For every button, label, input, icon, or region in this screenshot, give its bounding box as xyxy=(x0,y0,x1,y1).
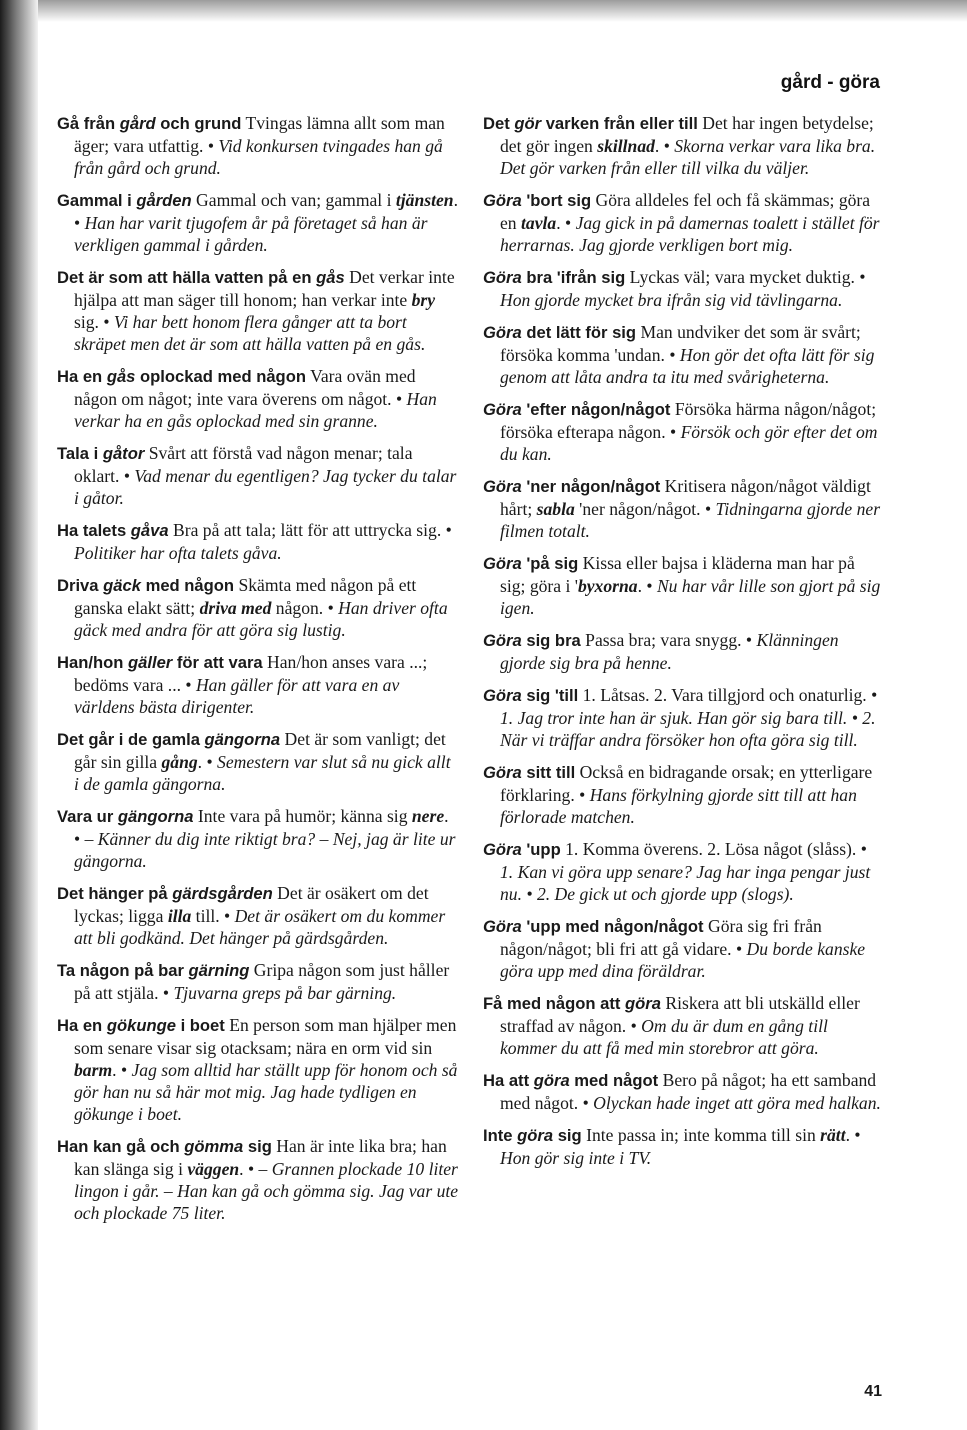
entry-definition: Det är som vanligt; det går sin gilla xyxy=(74,729,446,772)
bullet-separator: • xyxy=(859,267,866,287)
bullet-separator: • xyxy=(445,520,452,540)
headword-part: sig xyxy=(243,1137,272,1156)
bullet-separator: • xyxy=(207,136,219,156)
entry-definition: Man undviker det som är svårt; försöka komma 'undan. xyxy=(500,322,861,365)
bullet-separator: • xyxy=(646,576,657,596)
bullet-separator: • xyxy=(871,685,878,705)
headword-part: sitt till xyxy=(521,763,576,782)
headword-keyword: Göra xyxy=(483,323,522,342)
bullet-separator: • xyxy=(395,389,407,409)
entry-definition: . xyxy=(444,806,449,826)
dictionary-entry xyxy=(483,552,883,619)
usage-example: Semestern var slut så nu gick allt i de gamla gängorna. xyxy=(74,752,451,794)
entry-definition: sig. xyxy=(74,312,104,332)
bullet-separator: • xyxy=(123,466,135,486)
usage-example: Vid konkursen tvingades han gå från gård och grund. xyxy=(74,136,443,178)
dictionary-entry xyxy=(483,1069,883,1114)
headword-part: varken från eller till xyxy=(541,114,698,133)
usage-example: Han driver ofta gäck med andra för att göra sig lustig. xyxy=(74,598,448,640)
entry-definition: 1. Komma överens. 2. Lösa något (slåss). xyxy=(560,839,861,859)
entry-headword xyxy=(57,1016,225,1035)
headword-keyword: gård xyxy=(119,114,156,133)
entry-headword xyxy=(57,268,345,287)
running-head: gård - göra xyxy=(780,72,880,93)
entry-definition: Lyckas väl; vara mycket duktig. xyxy=(625,267,860,287)
usage-example: Vi har bett honom flera gånger att ta bort skräpet men det är som att hälla vatten på en gås. xyxy=(74,312,426,354)
entry-definition: . xyxy=(112,1060,121,1080)
cross-reference: rätt xyxy=(820,1125,846,1145)
bullet-separator: • xyxy=(854,1125,861,1145)
cross-reference: nere xyxy=(411,806,445,826)
headword-keyword: Göra xyxy=(483,763,522,782)
bullet-separator: • xyxy=(103,312,114,332)
entry-definition: Det är osäkert om det lyckas; ligga xyxy=(74,883,429,926)
bullet-separator: • xyxy=(669,345,680,365)
dictionary-entry xyxy=(57,189,459,256)
usage-example: Klänningen gjorde sig bra på henne. xyxy=(500,630,839,673)
dictionary-entry xyxy=(483,321,883,388)
entry-headword xyxy=(483,191,591,210)
usage-example: Hans förkylning gjorde sitt till att han förlorade matchen. xyxy=(500,785,857,827)
usage-example: Olyckan hade inget att göra med halkan. xyxy=(593,1093,881,1113)
entry-definition: . xyxy=(197,752,207,772)
entry-headword xyxy=(483,323,636,342)
dictionary-entry xyxy=(57,266,459,355)
usage-example: Han har varit tjugofem år på företaget så han är verkligen gammal i gården. xyxy=(74,213,428,255)
usage-example: Jag som alltid har ställt upp för honom och så gör han nu så här mot mig. Jag hade tydligen en gökunge i boet. xyxy=(74,1060,458,1124)
entry-definition: Vara ovän med någon om något; inte vara överens om något. xyxy=(74,366,416,409)
entry-definition: Skämta med någon på ett ganska elakt sätt; xyxy=(74,575,417,618)
headword-part: med något xyxy=(569,1071,659,1090)
entry-definition: Riskera att bli utskälld eller straffad av någon. xyxy=(500,993,860,1036)
dictionary-entry xyxy=(483,1124,883,1169)
usage-example: Vad menar du egentligen? Jag tycker du talar i gåtor. xyxy=(74,466,457,508)
dictionary-entry xyxy=(483,629,883,674)
entry-definition: Göra sig fri från någon/något; bli fri att gå vidare. xyxy=(500,916,822,959)
headword-part: oplockad med någon xyxy=(135,367,306,386)
dictionary-entry xyxy=(483,761,883,828)
headword-part: Tala i xyxy=(57,444,103,463)
entry-headword xyxy=(483,840,561,859)
headword-part: Gå från xyxy=(57,114,120,133)
bullet-separator: • xyxy=(745,630,757,650)
headword-keyword: gården xyxy=(136,191,192,210)
entry-definition: 'ner någon/något. xyxy=(574,499,705,519)
entry-headword xyxy=(57,114,241,133)
entry-definition: . xyxy=(845,1125,855,1145)
entry-definition: Tvingas lämna allt som man äger; vara utfattig. xyxy=(74,113,445,156)
headword-keyword: gömma xyxy=(184,1137,244,1156)
headword-part: Ha en xyxy=(57,1016,107,1035)
bullet-separator: • xyxy=(704,499,716,519)
scan-top-shadow xyxy=(0,0,967,22)
entry-definition: En person som man hjälper men som senare visar sig otacksam; nära en orm vid sin xyxy=(74,1015,457,1058)
headword-keyword: göra xyxy=(517,1126,554,1145)
headword-keyword: gäller xyxy=(127,653,173,672)
headword-keyword: gör xyxy=(514,114,542,133)
usage-example: Om du är dum en gång till kommer du att få med min storebror att göra. xyxy=(500,1016,828,1058)
headword-part: med någon xyxy=(140,576,235,595)
bullet-separator: • xyxy=(224,906,235,926)
entry-definition: Det verkar inte hjälpa att man säger till honom; han verkar inte xyxy=(74,267,455,310)
usage-example: Han verkar ha en gås oplockad med sin granne. xyxy=(74,389,437,431)
entry-definition: Gripa någon som just håller på att stjäla. xyxy=(74,960,450,1003)
dictionary-entry xyxy=(483,684,883,751)
headword-part: Ha talets xyxy=(57,521,131,540)
cross-reference: bry xyxy=(411,290,436,310)
dictionary-entry xyxy=(483,398,883,465)
headword-keyword: Göra xyxy=(483,554,522,573)
headword-keyword: gäck xyxy=(103,576,141,595)
dictionary-entry xyxy=(57,365,459,432)
headword-keyword: göra xyxy=(624,994,661,1013)
entry-headword xyxy=(483,1071,658,1090)
entry-headword xyxy=(57,191,192,210)
entry-definition: . xyxy=(637,576,647,596)
entry-headword xyxy=(57,884,273,903)
bullet-separator: • xyxy=(630,1016,642,1036)
usage-example: 1. Kan vi göra upp senare? Jag har inga pengar just nu. • 2. De gick ut och gjorde upp (slogs). xyxy=(500,862,871,904)
usage-example: Nu har vår lille son gjort på sig igen. xyxy=(500,576,881,618)
bullet-separator: • xyxy=(663,136,675,156)
usage-example: Jag gick in på damernas toalett i stället för herrarnas. Jag gjorde verkligen bort mig. xyxy=(500,213,880,255)
usage-example: Skorna verkar vara lika bra. Det gör varken från eller till vilka du väljer. xyxy=(500,136,876,178)
cross-reference: skillnad xyxy=(597,136,655,156)
headword-keyword: gåva xyxy=(130,521,169,540)
entry-headword xyxy=(57,807,194,826)
headword-part: 'upp xyxy=(521,840,561,859)
cross-reference: gång xyxy=(161,752,198,772)
entry-definition: Också en bidragande orsak; en ytterligare förklaring. xyxy=(500,762,873,805)
headword-keyword: Göra xyxy=(483,917,522,936)
entry-headword xyxy=(57,367,306,386)
bullet-separator: • xyxy=(582,1093,594,1113)
entry-definition: Inte vara på humör; känna sig xyxy=(193,806,412,826)
headword-keyword: gås xyxy=(316,268,345,287)
entry-definition: Passa bra; vara snygg. xyxy=(580,630,746,650)
headword-part: Ha att xyxy=(483,1071,534,1090)
entry-headword xyxy=(57,961,249,980)
dictionary-entry xyxy=(57,959,459,1004)
bullet-separator: • xyxy=(565,213,576,233)
headword-keyword: Göra xyxy=(483,840,522,859)
entry-headword xyxy=(483,1126,582,1145)
entry-headword xyxy=(57,521,169,540)
headword-part: Driva xyxy=(57,576,104,595)
entry-headword xyxy=(57,444,144,463)
headword-part: sig xyxy=(553,1126,582,1145)
dictionary-entry xyxy=(57,651,459,718)
headword-part: Det går i de gamla xyxy=(57,730,205,749)
usage-example: Du borde kanske göra upp med dina föräldrar. xyxy=(500,939,866,981)
headword-part: 'bort sig xyxy=(521,191,592,210)
entry-definition: . xyxy=(453,190,458,210)
usage-example: – Känner du dig inte riktigt bra? – Nej, jag är lite ur gängorna. xyxy=(74,829,456,871)
bullet-separator: • xyxy=(735,939,747,959)
headword-part: Han/hon xyxy=(57,653,128,672)
headword-part: Få med någon att xyxy=(483,994,625,1013)
headword-part: sig 'till xyxy=(521,686,579,705)
headword-keyword: Göra xyxy=(483,268,522,287)
headword-part: Det hänger på xyxy=(57,884,173,903)
entry-headword xyxy=(483,268,625,287)
headword-keyword: Göra xyxy=(483,631,522,650)
entry-definition: någon. xyxy=(271,598,328,618)
bullet-separator: • xyxy=(74,213,85,233)
headword-keyword: gås xyxy=(106,367,136,386)
bullet-separator: • xyxy=(74,829,85,849)
bullet-separator: • xyxy=(120,1060,132,1080)
dictionary-entry xyxy=(57,574,459,641)
headword-part: 'på sig xyxy=(521,554,579,573)
right-column xyxy=(483,112,883,1179)
entry-definition: Han/hon anses vara ...; bedöms vara ... xyxy=(74,652,428,695)
headword-part: och grund xyxy=(155,114,242,133)
headword-part: 'ner någon/något xyxy=(521,477,661,496)
entry-headword xyxy=(483,763,575,782)
bullet-separator: • xyxy=(860,839,867,859)
headword-part: i boet xyxy=(175,1016,225,1035)
usage-example: Tidningarna gjorde ner filmen totalt. xyxy=(500,499,881,541)
entry-definition: Bra på att tala; lätt för att uttrycka sig. xyxy=(168,520,446,540)
cross-reference: barm xyxy=(74,1060,113,1080)
entry-definition: Kritisera någon/något väldigt hårt; xyxy=(500,476,871,519)
dictionary-entry xyxy=(57,519,459,564)
dictionary-entry xyxy=(483,838,883,905)
dictionary-entry xyxy=(483,112,883,179)
entry-definition: Kissa eller bajsa i kläderna man har på sig; göra i ' xyxy=(500,553,855,596)
dictionary-entry xyxy=(483,266,883,311)
entry-definition: till. xyxy=(191,906,225,926)
dictionary-entry xyxy=(57,882,459,949)
headword-keyword: Göra xyxy=(483,686,522,705)
entry-headword xyxy=(483,631,581,650)
dictionary-entry xyxy=(57,1014,459,1125)
entry-headword xyxy=(57,1137,272,1156)
entry-headword xyxy=(57,576,234,595)
headword-part: bra 'ifrån sig xyxy=(521,268,626,287)
bullet-separator: • xyxy=(206,752,218,772)
usage-example: Hon gjorde mycket bra ifrån sig vid tävlingarna. xyxy=(500,290,843,310)
headword-part: Ha en xyxy=(57,367,107,386)
headword-part: 'efter någon/något xyxy=(521,400,671,419)
entry-headword xyxy=(483,477,660,496)
headword-part: det lätt för sig xyxy=(521,323,637,342)
cross-reference: driva med xyxy=(199,598,272,618)
usage-example: 1. Jag tror inte han är sjuk. Han gör sig bara till. • 2. När vi träffar andra försöker hon ofta göra sig till. xyxy=(500,708,876,750)
usage-example: Hon gör sig inte i TV. xyxy=(500,1148,652,1168)
headword-keyword: Göra xyxy=(483,191,522,210)
usage-example: Han gäller för att vara en av världens bästa dirigenter. xyxy=(74,675,400,717)
entry-headword xyxy=(483,114,698,133)
entry-headword xyxy=(483,917,704,936)
headword-keyword: gökunge xyxy=(106,1016,176,1035)
entry-definition: . xyxy=(654,136,664,156)
dictionary-entry xyxy=(483,475,883,542)
dictionary-entry xyxy=(483,915,883,982)
usage-example: Politiker har ofta talets gåva. xyxy=(74,543,282,563)
headword-part: 'upp med någon/något xyxy=(521,917,704,936)
entry-definition: 1. Låtsas. 2. Vara tillgjord och onaturlig. xyxy=(578,685,872,705)
entry-definition: Bero på något; ha ett samband med något. xyxy=(500,1070,877,1113)
cross-reference: tjänsten xyxy=(395,190,454,210)
headword-keyword: göra xyxy=(533,1071,570,1090)
cross-reference: byxorna xyxy=(577,576,638,596)
bullet-separator: • xyxy=(579,785,590,805)
bullet-separator: • xyxy=(185,675,196,695)
usage-example: – Grannen plockade 10 liter lingon i går. – Han kan gå och gömma sig. Jag var ute och plockade 75 liter. xyxy=(74,1159,459,1223)
headword-part: Det xyxy=(483,114,515,133)
bullet-separator: • xyxy=(327,598,339,618)
entry-definition: Inte passa in; inte komma till sin xyxy=(581,1125,821,1145)
entry-definition: . xyxy=(556,213,565,233)
headword-keyword: gåtor xyxy=(102,444,145,463)
headword-keyword: Göra xyxy=(483,400,522,419)
headword-part: för att vara xyxy=(172,653,263,672)
book-spine-shadow xyxy=(0,0,38,1430)
dictionary-entry xyxy=(483,992,883,1059)
headword-keyword: gängorna xyxy=(117,807,194,826)
entry-headword xyxy=(483,686,578,705)
cross-reference: väggen xyxy=(187,1159,240,1179)
usage-example: Tjuvarna greps på bar gärning. xyxy=(173,983,397,1003)
left-column xyxy=(57,112,459,1234)
entry-definition: Det har ingen betydelse; det gör ingen xyxy=(500,113,874,156)
headword-keyword: gängorna xyxy=(204,730,281,749)
headword-part: Inte xyxy=(483,1126,518,1145)
entry-definition: Svårt att förstå vad någon menar; tala oklart. xyxy=(74,443,413,486)
cross-reference: sabla xyxy=(536,499,575,519)
cross-reference: tavla xyxy=(521,213,557,233)
dictionary-entry xyxy=(57,112,459,179)
entry-headword xyxy=(483,994,661,1013)
entry-definition: Försöka härma någon/något; försöka efterapa någon. xyxy=(500,399,877,442)
headword-keyword: gärdsgården xyxy=(172,884,273,903)
entry-definition: Gammal och van; gammal i xyxy=(191,190,396,210)
usage-example: Försök och gör efter det om du kan. xyxy=(500,422,878,464)
page-number: 41 xyxy=(864,1383,882,1400)
entry-headword xyxy=(483,554,578,573)
entry-definition: Han är inte lika bra; han kan slänga sig i xyxy=(74,1136,447,1179)
dictionary-entry xyxy=(57,728,459,795)
bullet-separator: • xyxy=(670,422,681,442)
headword-keyword: Göra xyxy=(483,477,522,496)
bullet-separator: • xyxy=(162,983,174,1003)
headword-part: Ta någon på bar xyxy=(57,961,189,980)
usage-example: Det är osäkert om du kommer att bli godkänd. Det hänger på gärdsgården. xyxy=(74,906,446,948)
entry-headword xyxy=(57,730,280,749)
usage-example: Hon gör det ofta lätt för sig genom att låta andra ta itu med svårigheterna. xyxy=(500,345,875,387)
headword-part: Vara ur xyxy=(57,807,118,826)
dictionary-entry xyxy=(57,805,459,872)
dictionary-entry xyxy=(57,1135,459,1224)
headword-keyword: gärning xyxy=(188,961,250,980)
dictionary-entry xyxy=(57,442,459,509)
headword-part: Gammal i xyxy=(57,191,137,210)
entry-headword xyxy=(483,400,670,419)
headword-part: sig bra xyxy=(521,631,581,650)
bullet-separator: • xyxy=(247,1159,259,1179)
entry-definition: Göra alldeles fel och få skämmas; göra en xyxy=(500,190,871,233)
entry-definition: . xyxy=(239,1159,248,1179)
entry-headword xyxy=(57,653,263,672)
headword-part: Det är som att hälla vatten på en xyxy=(57,268,317,287)
cross-reference: illa xyxy=(167,906,192,926)
dictionary-entry xyxy=(483,189,883,256)
headword-part: Han kan gå och xyxy=(57,1137,185,1156)
